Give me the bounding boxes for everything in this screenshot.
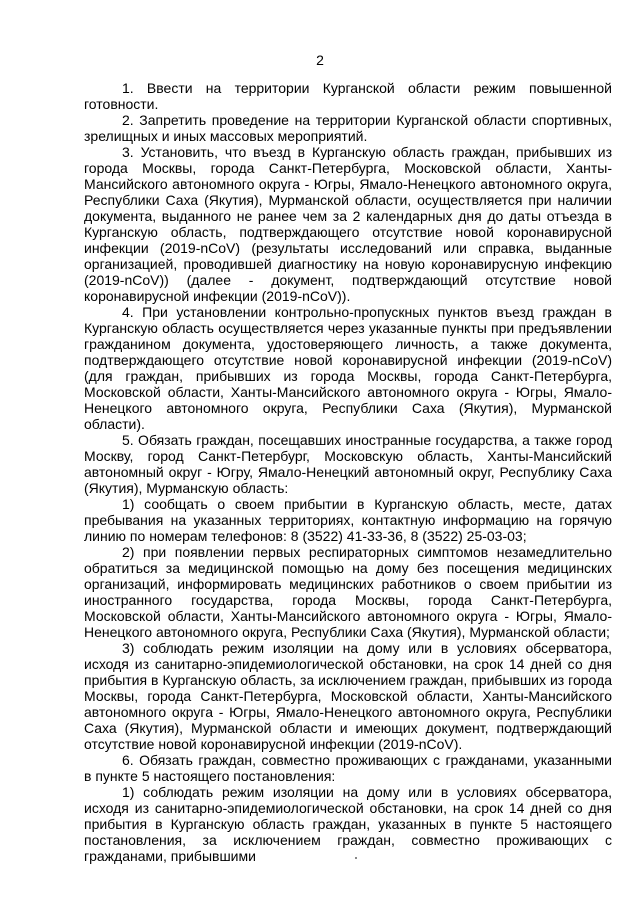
paragraph-1: 1. Ввести на территории Курганской области режим повышенной готовности. xyxy=(84,80,612,112)
subparagraph-5-1: 1) сообщать о своем прибытии в Курганскую область, месте, датах пребывания на указанных территориях, контактную информацию на горячую линию по номерам телефонов: 8 (3522) 41-33-36, 8 (3522) 25-03-03; xyxy=(84,496,612,544)
paragraph-4: 4. При установлении контрольно-пропускных пунктов въезд граждан в Курганскую область осуществляется через указанные пункты при предъявлении гражданином документа, удостоверяющего личность, а также документа, подтверждающего отсутствие новой коронавирусной инфекции (2019-nCoV) (для граждан, прибывших из города Москвы, города Санкт-Петербурга, Московской области, Ханты-Мансийского автономного округа - Югры, Ямало-Ненецкого автономного округа, Республики Саха (Якутия), Мурманской области). xyxy=(84,304,612,432)
paragraph-6: 6. Обязать граждан, совместно проживающих с гражданами, указанными в пункте 5 настоящего постановления: xyxy=(84,752,612,784)
subparagraph-5-3: 3) соблюдать режим изоляции на дому или в условиях обсерватора, исходя из санитарно-эпидемиологической обстановки, на срок 14 дней со дня прибытия в Курганскую область, за исключением граждан, прибывших из города Москвы, города Санкт-Петербурга, Московской области, Ханты-Мансийского автономного округа - Югры, Ямало-Ненецкого автономного округа, Республики Саха (Якутия), Мурманской области и имеющих документ, подтверждающий отсутствие новой коронавирусной инфекции (2019-nCoV). xyxy=(84,640,612,752)
paragraph-5: 5. Обязать граждан, посещавших иностранные государства, а также город Москву, город Санкт-Петербург, Московскую область, Ханты-Мансийский автономный округ - Югру, Ямало-Ненецкий автономный округ, Республику Саха (Якутия), Мурманскую область: xyxy=(84,432,612,496)
document-body xyxy=(84,80,612,864)
subparagraph-5-2: 2) при появлении первых респираторных симптомов незамедлительно обратиться за медицинской помощью на дому без посещения медицинских организаций, информировать медицинских работников о своем прибытии из иностранного государства, города Москвы, города Санкт-Петербурга, Московской области, Ханты-Мансийского автономного округа - Югры, Ямало-Ненецкого автономного округа, Республики Саха (Якутия), Мурманской области; xyxy=(84,544,612,640)
subparagraph-6-1: 1) соблюдать режим изоляции на дому или в условиях обсерватора, исходя из санитарно-эпидемиологической обстановки, на срок 14 дней со дня прибытия в Курганскую область граждан, указанных в пункте 5 настоящего постановления, за исключением граждан, совместно проживающих с гражданами, прибывшими xyxy=(84,784,612,864)
scan-speck xyxy=(355,857,357,859)
paragraph-2: 2. Запретить проведение на территории Курганской области спортивных, зрелищных и иных массовых мероприятий. xyxy=(84,112,612,144)
paragraph-3: 3. Установить, что въезд в Курганскую область граждан, прибывших из города Москвы, города Санкт-Петербурга, Московской области, Ханты-Мансийского автономного округа - Югры, Ямало-Ненецкого автономного округа, Республики Саха (Якутия), Мурманской области, осуществляется при наличии документа, выданного не ранее чем за 2 календарных дня до даты отъезда в Курганскую область, подтверждающего отсутствие новой коронавирусной инфекции (2019-nCoV) (результаты исследований или справка, выданные организацией, проводившей диагностику на новую коронавирусную инфекцию (2019-nCoV)) (далее - документ, подтверждающий отсутствие новой коронавирусной инфекции (2019-nCoV)). xyxy=(84,144,612,304)
page-number: 2 xyxy=(316,52,324,68)
